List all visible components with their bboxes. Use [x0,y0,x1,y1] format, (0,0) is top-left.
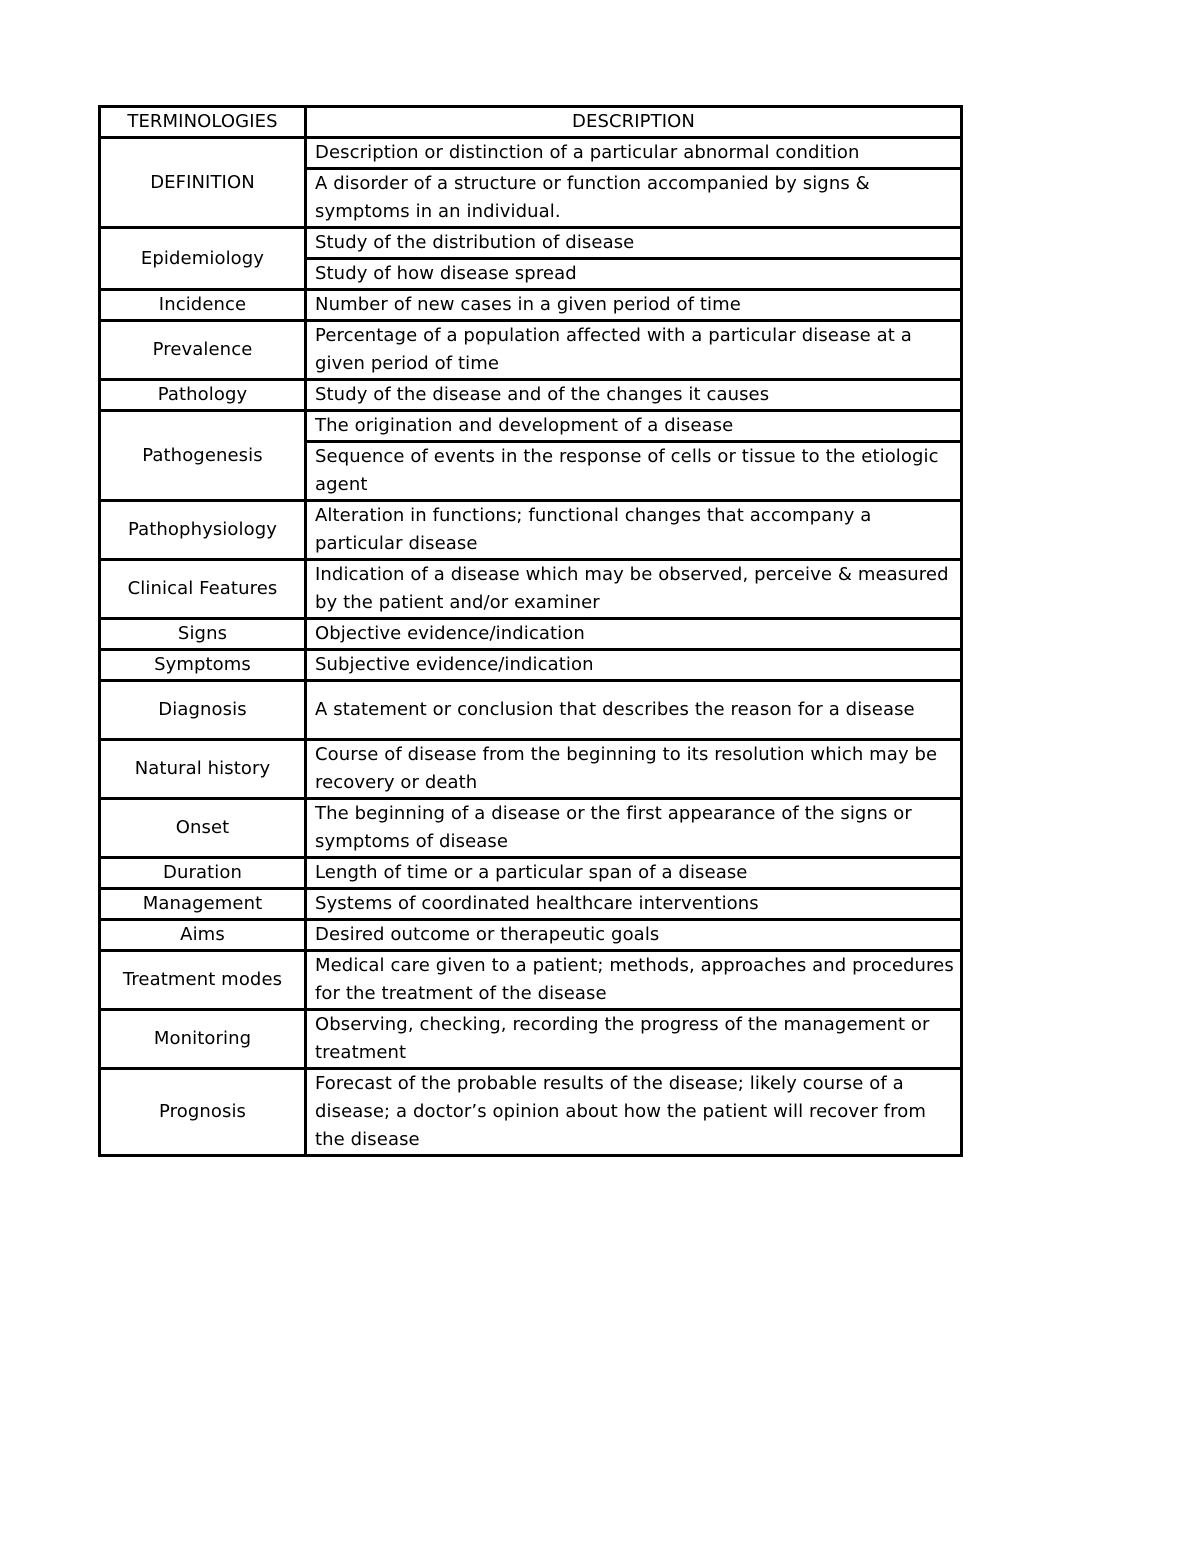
term-cell: Pathogenesis [100,411,306,501]
description-cell: Description or distinction of a particular abnormal condition [306,138,962,169]
table-row [100,1010,962,1069]
description-cell: Course of disease from the beginning to its resolution which may be recovery or death [306,740,962,799]
term-cell: Symptoms [100,650,306,681]
table-row [100,619,962,650]
table-row [100,951,962,1010]
table-row [100,650,962,681]
description-cell: A disorder of a structure or function accompanied by signs & symptoms in an individual. [306,169,962,228]
table-row [100,501,962,560]
description-cell: Systems of coordinated healthcare interventions [306,889,962,920]
description-cell: Medical care given to a patient; methods, approaches and procedures for the treatment of the disease [306,951,962,1010]
table-row [100,889,962,920]
term-cell: DEFINITION [100,138,306,228]
term-cell: Incidence [100,290,306,321]
description-cell: Alteration in functions; functional changes that accompany a particular disease [306,501,962,560]
term-cell: Duration [100,858,306,889]
term-cell: Onset [100,799,306,858]
description-cell: Forecast of the probable results of the disease; likely course of a disease; a doctor’s opinion about how the patient will recover from the disease [306,1069,962,1156]
description-header: DESCRIPTION [306,107,962,138]
term-cell: Epidemiology [100,228,306,290]
description-cell: Desired outcome or therapeutic goals [306,920,962,951]
description-cell: The origination and development of a disease [306,411,962,442]
description-cell: Study of the distribution of disease [306,228,962,259]
table-row [100,411,962,442]
description-cell: Indication of a disease which may be observed, perceive & measured by the patient and/or examiner [306,560,962,619]
term-cell: Management [100,889,306,920]
description-cell: Objective evidence/indication [306,619,962,650]
table-row [100,681,962,740]
term-cell: Monitoring [100,1010,306,1069]
table-row [100,560,962,619]
table-row [100,380,962,411]
description-cell: Subjective evidence/indication [306,650,962,681]
description-cell: Study of how disease spread [306,259,962,290]
table-row [100,290,962,321]
description-cell: Length of time or a particular span of a disease [306,858,962,889]
table-row [100,799,962,858]
description-cell: A statement or conclusion that describes the reason for a disease [306,681,962,740]
table-row [100,1069,962,1156]
table-body [100,138,962,1156]
description-cell: The beginning of a disease or the first appearance of the signs or symptoms of disease [306,799,962,858]
table-row [100,740,962,799]
terminology-table [98,105,963,1157]
term-cell: Diagnosis [100,681,306,740]
description-cell: Study of the disease and of the changes it causes [306,380,962,411]
term-cell: Pathology [100,380,306,411]
description-cell: Percentage of a population affected with a particular disease at a given period of time [306,321,962,380]
term-cell: Clinical Features [100,560,306,619]
term-cell: Treatment modes [100,951,306,1010]
table-row [100,858,962,889]
table-header-row [100,107,962,138]
table-row [100,321,962,380]
term-cell: Prognosis [100,1069,306,1156]
table-row [100,920,962,951]
description-cell: Sequence of events in the response of cells or tissue to the etiologic agent [306,442,962,501]
term-cell: Prevalence [100,321,306,380]
term-cell: Aims [100,920,306,951]
term-cell: Signs [100,619,306,650]
term-cell: Pathophysiology [100,501,306,560]
description-cell: Number of new cases in a given period of time [306,290,962,321]
terminologies-header: TERMINOLOGIES [100,107,306,138]
description-cell: Observing, checking, recording the progress of the management or treatment [306,1010,962,1069]
table-row [100,228,962,259]
term-cell: Natural history [100,740,306,799]
table-row [100,138,962,169]
